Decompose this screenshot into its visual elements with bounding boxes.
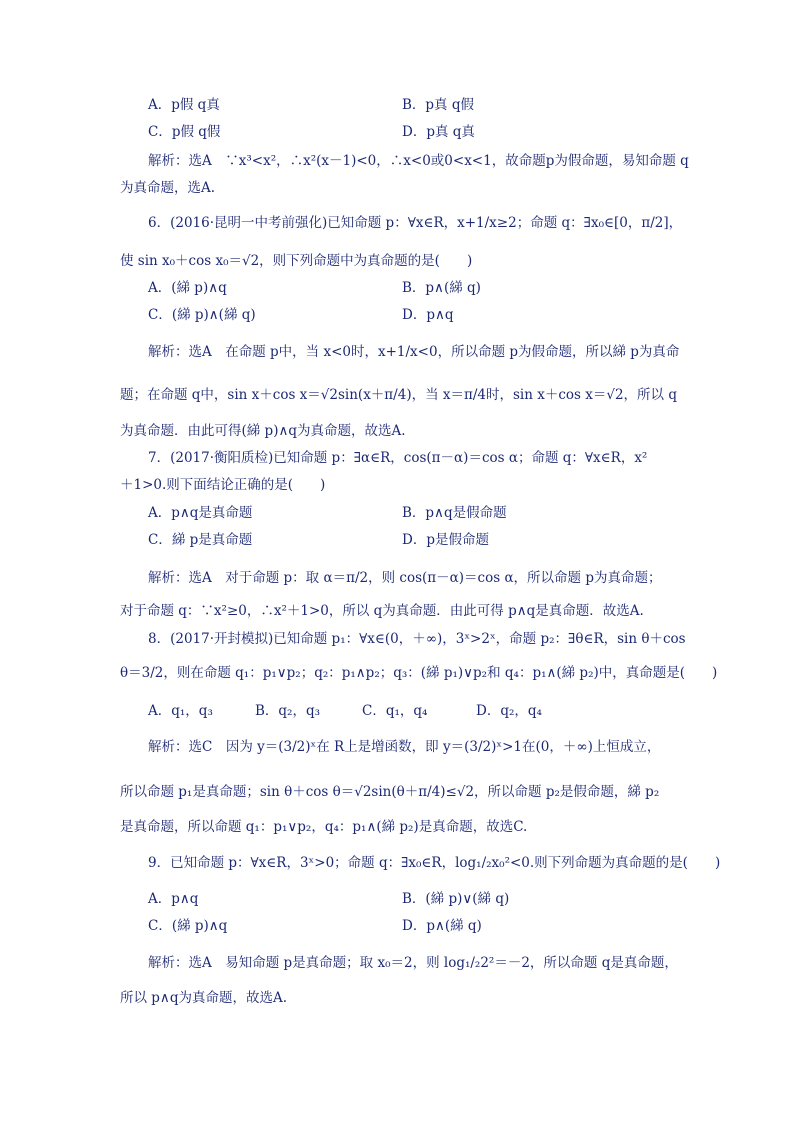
q7-option-b: B．p∧q是假命题: [402, 505, 507, 521]
q7-option-c: C．綈 p是真命题: [148, 532, 253, 548]
q5-solution-line: 解析：选A ∵x³<x²，∴x²(x－1)<0，∴x<0或0<x<1，故命题p为假命题，易知命题 q: [148, 153, 689, 169]
q8-option-b: B．q₂，q₃: [255, 703, 321, 719]
q7-stem-line: ＋1>0.则下面结论正确的是( ): [120, 477, 326, 493]
q8-option-a: A．q₁，q₃: [148, 703, 213, 719]
q9-solution-line: 所以 p∧q为真命题，故选A.: [120, 990, 287, 1006]
q6-solution-line: 题；在命题 q中，sin x＋cos x＝√2sin(x＋π/4)，当 x＝π/4时，sin x＋cos x＝√2，所以 q: [120, 387, 677, 403]
q8-stem-line: 8．(2017·开封模拟)已知命题 p₁：∀x∈(0，＋∞)，3ˣ>2ˣ，命题 p₂：∃θ∈R，sin θ＋cos: [148, 631, 686, 647]
q9-option-d: D．p∧(綈 q): [402, 918, 482, 934]
q9-option-b: B．(綈 p)∨(綈 q): [402, 891, 510, 907]
q6-option-b: B．p∧(綈 q): [402, 280, 481, 296]
q8-stem-line: θ＝3/2，则在命题 q₁：p₁∨p₂；q₂：p₁∧p₂；q₃：(綈 p₁)∨p₂和 q₄：p₁∧(綈 p₂)中，真命题是( ): [120, 665, 718, 681]
q9-option-c: C．(綈 p)∧q: [148, 918, 228, 934]
q5-option-b: B．p真 q假: [402, 97, 474, 113]
q6-option-c: C．(綈 p)∧(綈 q): [148, 307, 256, 323]
q7-solution-line: 对于命题 q：∵x²≥0，∴x²＋1>0，所以 q为真命题．由此可得 p∧q是真命题．故选A.: [120, 603, 644, 619]
q8-option-c: C．q₁，q₄: [362, 703, 428, 719]
q7-option-a: A．p∧q是真命题: [148, 505, 253, 521]
q6-stem-line: 使 sin x₀＋cos x₀＝√2，则下列命题中为真命题的是( ): [120, 253, 473, 269]
q7-solution-line: 解析：选A 对于命题 p：取 α＝π/2，则 cos(π－α)＝cos α，所以命题 p为真命题；: [148, 570, 662, 586]
q6-stem-line: 6．(2016·昆明一中考前强化)已知命题 p：∀x∈R，x+1/x≥2；命题 q：∃x₀∈[0，π/2]，: [148, 215, 683, 231]
q5-option-c: C．p假 q假: [148, 124, 221, 140]
q7-option-d: D．p是假命题: [402, 532, 489, 548]
q5-solution-line: 为真命题，选A.: [120, 180, 216, 196]
q7-stem-line: 7．(2017·衡阳质检)已知命题 p：∃α∈R，cos(π－α)＝cos α；命题 q：∀x∈R，x²: [148, 450, 648, 466]
q6-option-a: A．(綈 p)∧q: [148, 280, 227, 296]
q5-option-d: D．p真 q真: [402, 124, 475, 140]
q6-solution-line: 解析：选A 在命题 p中，当 x<0时，x+1/x<0，所以命题 p为假命题，所以綈 p为真命: [148, 344, 680, 360]
q8-solution-line: 所以命题 p₁是真命题；sin θ＋cos θ＝√2sin(θ＋π/4)≤√2，所以命题 p₂是假命题，綈 p₂: [120, 784, 660, 800]
q6-option-d: D．p∧q: [402, 307, 454, 323]
q8-solution-line: 解析：选C 因为 y＝(3/2)ˣ在 R上是增函数，即 y＝(3/2)ˣ>1在(0，＋∞)上恒成立，: [148, 739, 661, 755]
q8-option-d: D．q₂，q₄: [476, 703, 542, 719]
q9-solution-line: 解析：选A 易知命题 p是真命题；取 x₀＝2，则 log₁/₂2²＝－2，所以命题 q是真命题，: [148, 955, 678, 971]
q9-stem-line: 9．已知命题 p：∀x∈R，3ˣ>0；命题 q：∃x₀∈R，log₁/₂x₀²<0.则下列命题为真命题的是( ): [148, 855, 721, 871]
q9-option-a: A．p∧q: [148, 891, 199, 907]
q5-option-a: A．p假 q真: [148, 97, 220, 113]
q6-solution-line: 为真命题．由此可得(綈 p)∧q为真命题，故选A.: [120, 423, 406, 439]
q8-solution-line: 是真命题，所以命题 q₁：p₁∨p₂，q₄：p₁∧(綈 p₂)是真命题，故选C.: [120, 819, 528, 835]
